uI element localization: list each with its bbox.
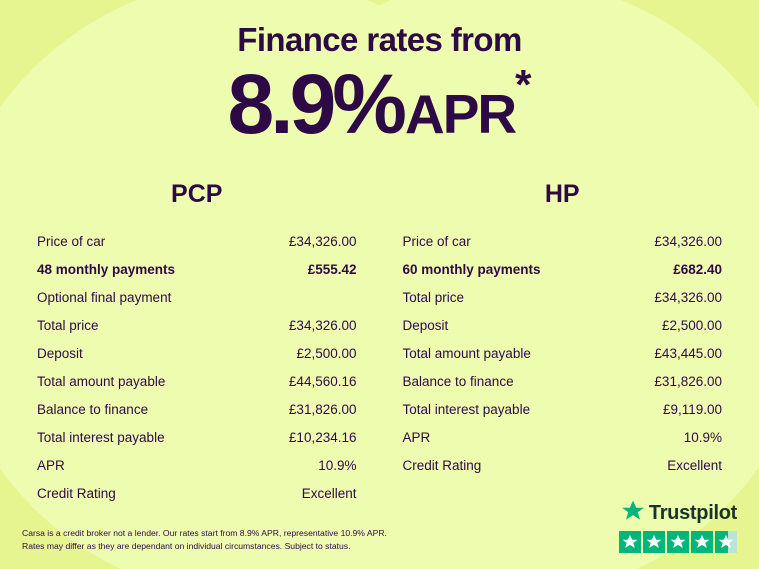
row-value: £31,826.00	[288, 401, 357, 417]
page-title: Finance rates from	[237, 21, 522, 58]
row-value: £34,326.00	[288, 233, 357, 249]
rating-star-icon	[667, 531, 689, 553]
table-row	[32, 311, 362, 339]
trustpilot-star-icon	[621, 499, 645, 528]
row-label: Deposit	[37, 345, 83, 361]
disclaimer-line-1: Carsa is a credit broker not a lender. Our rates start from 8.9% APR, representative 10.9% APR.	[22, 528, 387, 539]
table-row	[398, 283, 728, 311]
table-row	[398, 423, 728, 451]
table-row	[398, 367, 728, 395]
table-row	[32, 227, 362, 255]
table-row	[398, 395, 728, 423]
row-label: Optional final payment	[37, 289, 172, 305]
table-row	[32, 395, 362, 423]
finance-column-pcp	[14, 180, 380, 507]
row-label: APR	[37, 457, 65, 473]
table-row	[398, 227, 728, 255]
row-value	[251, 283, 362, 311]
disclaimer-text	[22, 527, 387, 553]
row-value: £34,326.00	[288, 317, 357, 333]
row-value: £9,119.00	[662, 401, 722, 417]
table-row	[32, 451, 362, 479]
table-row	[32, 283, 362, 311]
row-value: £555.42	[307, 261, 357, 277]
asterisk-marker: *	[515, 61, 532, 109]
row-value: Excellent	[301, 485, 357, 501]
row-value: 10.9%	[318, 457, 357, 473]
row-label: Total amount payable	[37, 373, 166, 389]
row-label: Total price	[37, 317, 99, 333]
row-label: Deposit	[402, 317, 449, 333]
row-label: Total price	[402, 289, 465, 305]
row-value: 10.9%	[683, 429, 722, 445]
table-row	[32, 255, 362, 283]
row-value: £43,445.00	[654, 345, 722, 361]
row-value: £34,326.00	[654, 233, 722, 249]
row-value: £2,500.00	[296, 345, 357, 361]
table-row	[398, 255, 728, 283]
rates-table-pcp	[32, 227, 362, 507]
table-row	[32, 367, 362, 395]
row-value: £44,560.16	[288, 373, 357, 389]
table-row	[32, 423, 362, 451]
trustpilot-rating	[619, 499, 737, 553]
trustpilot-wordmark: Trustpilot	[648, 502, 737, 524]
column-title-hp: HP	[544, 180, 580, 209]
row-value: £682.40	[673, 261, 722, 277]
row-label: Balance to finance	[37, 401, 149, 417]
table-row	[32, 339, 362, 367]
table-row	[398, 311, 728, 339]
rating-star-icon	[643, 531, 665, 553]
row-label: Total interest payable	[402, 401, 531, 417]
row-label: Total interest payable	[37, 429, 165, 445]
row-label: Credit Rating	[37, 485, 116, 501]
row-label: Balance to finance	[402, 373, 514, 389]
row-value: £10,234.16	[288, 429, 357, 445]
row-label: 48 monthly payments	[37, 261, 176, 277]
row-value: Excellent	[667, 457, 722, 473]
row-label: Credit Rating	[402, 457, 482, 473]
finance-comparison	[0, 180, 759, 507]
row-value: £31,826.00	[654, 373, 722, 389]
row-label: 60 monthly payments	[402, 261, 541, 277]
finance-column-hp	[380, 180, 746, 507]
row-label: Price of car	[37, 233, 106, 249]
rating-star-icon	[619, 531, 641, 553]
trustpilot-logo	[619, 499, 737, 528]
table-row	[398, 339, 728, 367]
row-label: Total amount payable	[402, 345, 531, 361]
row-value: £2,500.00	[661, 317, 722, 333]
rating-star-icon	[691, 531, 713, 553]
headline-rate-apr-label: APR	[404, 83, 516, 146]
row-label: APR	[402, 429, 431, 445]
row-value: £34,326.00	[654, 289, 722, 305]
headline-rate	[0, 57, 759, 152]
rates-table-hp	[398, 227, 728, 479]
rating-star-half-icon	[715, 531, 737, 553]
trustpilot-stars	[619, 531, 737, 553]
column-title-pcp: PCP	[171, 180, 223, 209]
headline-rate-number: 8.9%	[227, 57, 403, 152]
disclaimer-line-2: Rates may differ as they are dependant on individual circumstances. Subject to status.	[22, 541, 351, 552]
poster-footer	[0, 499, 759, 553]
table-row	[398, 451, 728, 479]
row-label: Price of car	[402, 233, 471, 249]
